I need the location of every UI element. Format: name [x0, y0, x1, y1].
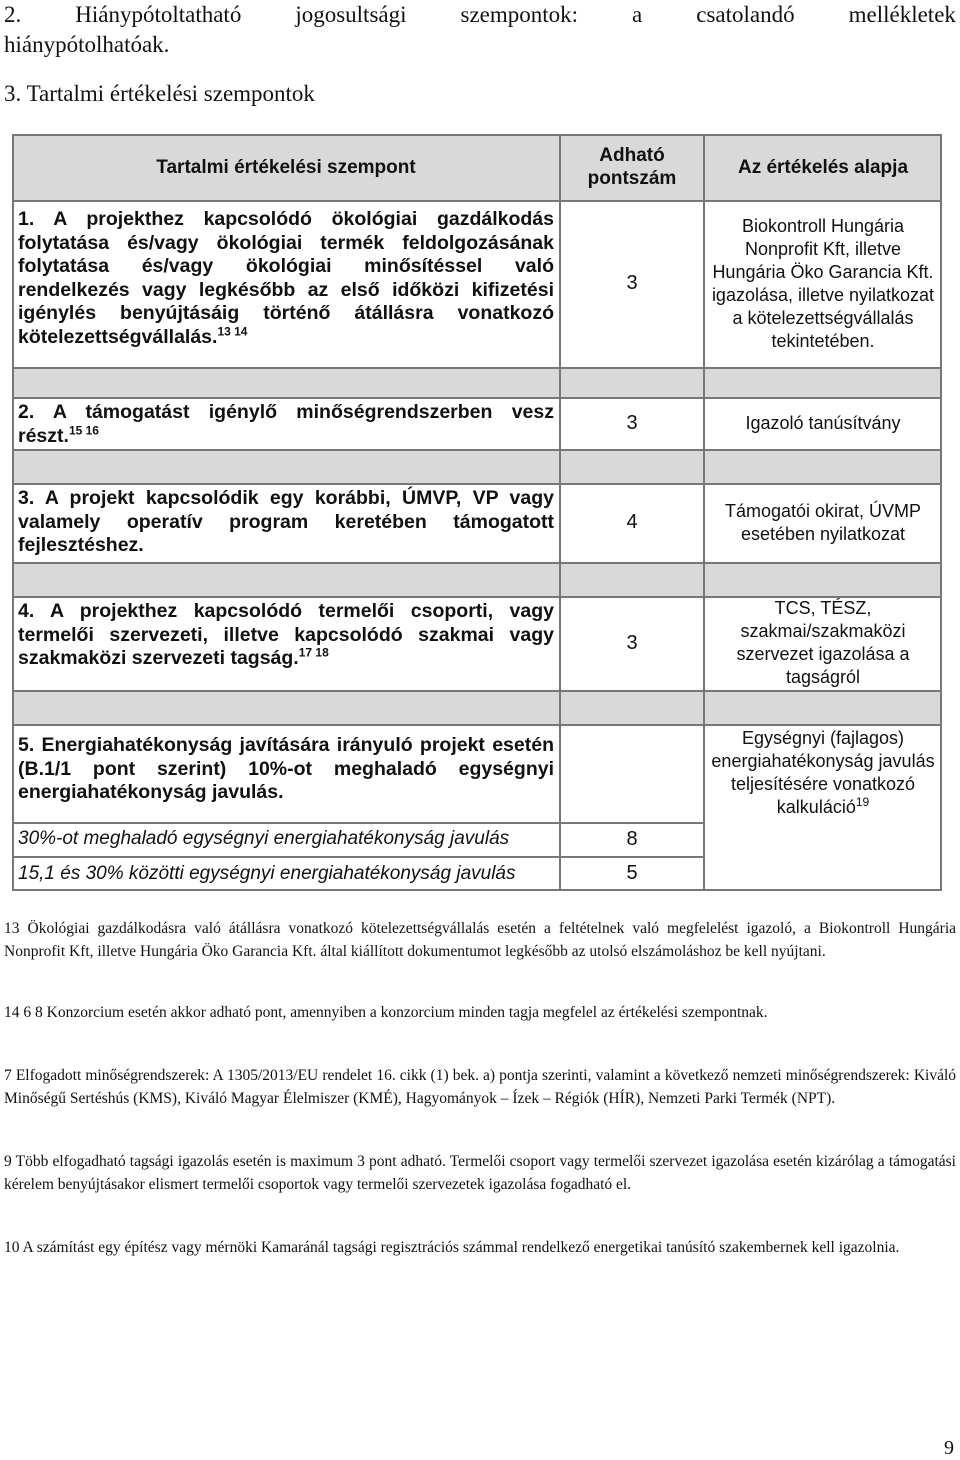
footnote-7 — [4, 1064, 956, 1110]
footnote-text: Elfogadott minőségrendszerek: A 1305/2013/EU rendelet 16. cikk (1) bek. a) pontja szerinti, valamint a következő nemzeti minőségrendszerek: Kiváló Minőségű Sertéshús (KMS), Kiváló Magyar Élelmiszer (KMÉ), Hagyományok – Ízek – Régiók (HÍR), Nemzeti Parki Termék (NPT). — [4, 1067, 957, 1107]
footnote-text: Konzorcium esetén akkor adható pont, amennyiben a konzorcium minden tagja megfelel az értékelési szempontnak. — [46, 1004, 768, 1021]
criterion-row-2 — [12, 397, 560, 449]
grid-line — [12, 397, 942, 399]
header-points-line2: pontszám — [587, 168, 677, 189]
grid-line — [12, 134, 14, 891]
section-heading-2 — [4, 0, 956, 60]
grid-line — [12, 562, 942, 564]
footnote-text: Ökológiai gazdálkodásra való átállásra vonatkozó kötelezettségvállalás esetén a feltételnek való megfelelést igazoló, a Biokontroll Hungária Nonprofit Kft, illetve Hungária Öko Garancia Kft. által kiállított dokumentumot legkésőbb az utolsó elszámoláshoz be kell nyújtani. — [4, 920, 957, 960]
footnote-10 — [4, 1236, 956, 1259]
grid-line — [12, 724, 942, 726]
footnote-9 — [4, 1150, 956, 1196]
page-number: 9 — [944, 1437, 954, 1459]
heading-word: szempontok: — [460, 2, 579, 27]
points-row-4: 3 — [626, 631, 638, 654]
points-row-2: 3 — [626, 411, 638, 434]
footnote-text: Több elfogadható tagsági igazolás esetén is maximum 3 pont adható. Termelői csoport vagy termelői szervezet igazolása esetén kizárólag a támogatási kérelem benyújtásakor elismert termelői csoportok vagy termelői szervezetek igazolása fogadható el. — [4, 1153, 956, 1193]
criterion-row-5 — [12, 724, 560, 822]
basis-row-2: Igazoló tanúsítvány — [745, 412, 901, 433]
section-heading-3: 3. Tartalmi értékelési szempontok — [4, 81, 315, 106]
grid-line — [12, 690, 942, 692]
grid-line — [12, 856, 704, 858]
row-separator — [12, 690, 942, 724]
grid-line — [12, 134, 942, 136]
grid-line — [12, 200, 942, 202]
criterion-text: 2. A támogatást igénylő minőségrendszerben vesz részt. — [18, 401, 554, 447]
grid-line — [12, 889, 942, 891]
footnote-number: 13 — [4, 920, 20, 937]
header-criterion: Tartalmi értékelési szempont — [12, 134, 560, 200]
row-separator — [12, 562, 942, 596]
grid-line — [559, 134, 561, 891]
grid-line — [940, 134, 942, 891]
row-separator — [12, 367, 942, 397]
footnote-ref: 19 — [855, 795, 870, 809]
footnote-number: 10 — [4, 1239, 20, 1256]
row-separator — [12, 449, 942, 483]
header-points-line1: Adható — [599, 145, 665, 166]
subrow-2-points: 5 — [626, 862, 638, 884]
footnote-number: 7 — [4, 1067, 12, 1084]
criterion-row-1 — [12, 200, 560, 367]
grid-line — [703, 134, 705, 891]
footnote-ref: 13 14 — [217, 324, 248, 338]
section-heading-2-line1 — [4, 0, 956, 30]
footnote-number: 9 — [4, 1153, 12, 1170]
points-row-1: 3 — [626, 272, 638, 294]
footnote-ref: 17 18 — [298, 645, 329, 660]
heading-word: a — [632, 2, 643, 27]
grid-line — [12, 822, 704, 824]
footnote-ref: 15 16 — [68, 423, 99, 437]
grid-line — [12, 367, 942, 369]
subrow-1-points: 8 — [626, 827, 638, 850]
heading-word: csatolandó — [696, 2, 795, 27]
heading-word: mellékletek — [848, 2, 956, 27]
evaluation-table — [12, 134, 942, 891]
points-row-3: 4 — [626, 511, 638, 533]
points-row-5 — [560, 724, 704, 822]
criterion-row-4 — [12, 596, 560, 690]
basis-text: Egységnyi (fajlagos) energiahatékonyság javulás teljesítésére vonatkozó kalkuláció — [711, 728, 935, 817]
grid-line — [12, 449, 942, 451]
footnote-text: A számítást egy építész vagy mérnöki Kamaránál tagsági regisztrációs számmal rendelkező energetikai tanúsító szakembernek kell igazolnia. — [22, 1239, 900, 1256]
subrow-2-text: 15,1 és 30% közötti egységnyi energiahatékonyság javulás — [18, 862, 516, 884]
criterion-text: 3. A projekt kapcsolódik egy korábbi, ÚMVP, VP vagy valamely operatív program keretében támogatott fejlesztéshez. — [18, 487, 554, 556]
basis-row-1: Biokontroll Hungária Nonprofit Kft, illetve Hungária Öko Garancia Kft. igazolása, illetve nyilatkozat a kötelezettségvállalás tekintetében. — [711, 215, 935, 351]
grid-line — [12, 596, 942, 598]
grid-line — [12, 483, 942, 485]
basis-row-4: TCS, TÉSZ, szakmai/szakmaközi szervezet igazolása a tagságról — [736, 598, 910, 687]
heading-word: Hiánypótoltatható — [75, 2, 242, 27]
footnote-number: 14 6 8 — [4, 1004, 43, 1021]
subrow-1-text: 30%-ot meghaladó egységnyi energiahatékonyság javulás — [18, 828, 510, 849]
heading-word: 2. — [4, 2, 22, 27]
heading-word: jogosultsági — [295, 2, 407, 27]
header-points — [560, 134, 704, 200]
basis-row-3: Támogatói okirat, ÚVMP esetében nyilatkozat — [724, 500, 922, 544]
basis-row-5 — [704, 724, 942, 822]
criterion-row-3 — [12, 483, 560, 562]
header-basis: Az értékelés alapja — [704, 134, 942, 200]
section-heading-2-line2: hiánypótolhatóak. — [4, 32, 170, 57]
footnote-13 — [4, 917, 956, 963]
footnote-14 — [4, 1001, 956, 1024]
criterion-text: 4. A projekthez kapcsolódó termelői csoporti, vagy termelői szervezeti, illetve kapcsolódó szakmai vagy szakmaközi szervezeti tagság. — [18, 600, 554, 669]
criterion-text: 5. Energiahatékonyság javítására irányuló projekt esetén (B.1/1 pont szerint) 10%-ot meghaladó egységnyi energiahatékonyság javulás. — [18, 734, 554, 803]
criterion-text: 1. A projekthez kapcsolódó ökológiai gazdálkodás folytatása és/vagy ökológiai termék feldolgozásának folytatása és/vagy ökológiai minősítéssel való rendelkezés vagy legkésőbb az első időközi kifizetési igénylés benyújtásáig történő átállásra vonatkozó kötelezettségvállalás. — [18, 208, 554, 348]
